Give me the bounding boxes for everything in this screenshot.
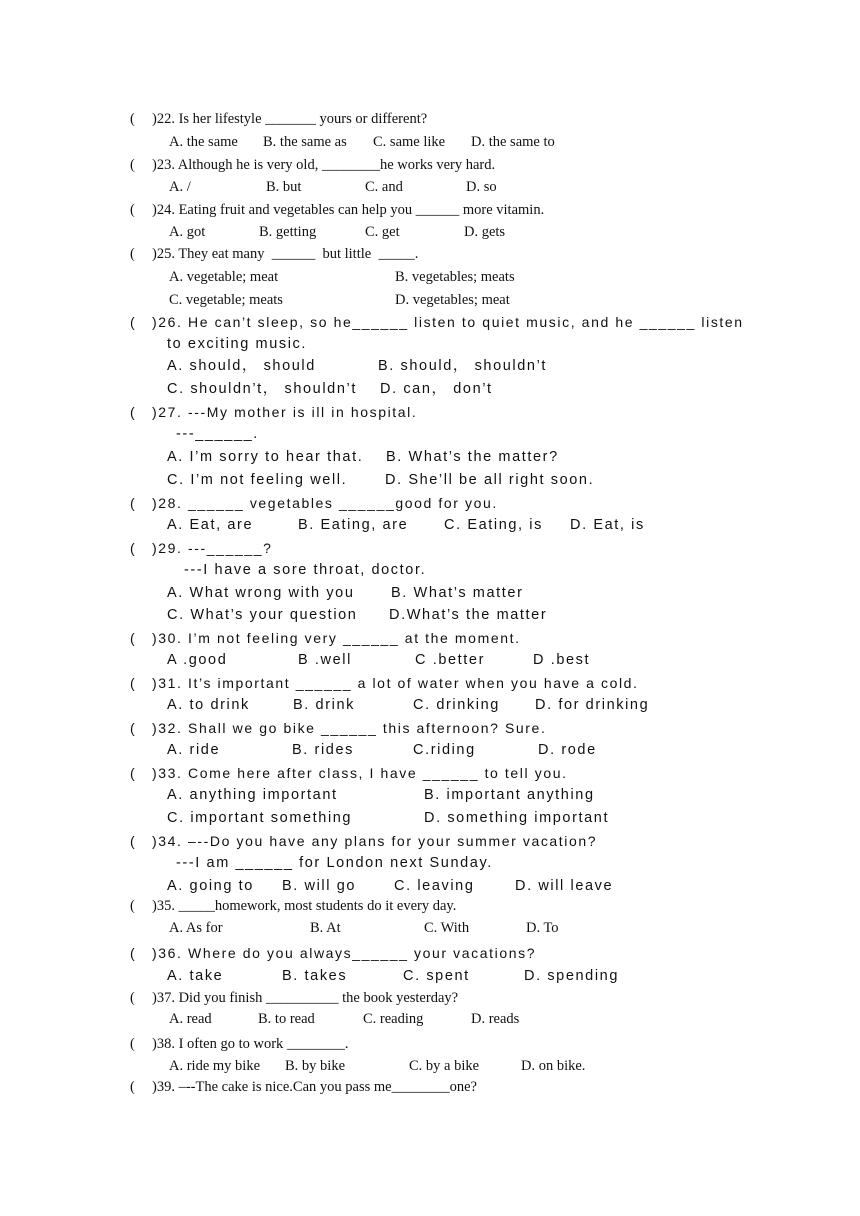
option-a: A .good bbox=[167, 652, 228, 668]
question-36: ( )36. Where do you always______ your vacations? bbox=[130, 945, 537, 961]
option-a: A. Eat, are bbox=[167, 517, 254, 533]
option-d: D. can， don’t bbox=[380, 381, 493, 397]
option-d: D. so bbox=[466, 179, 497, 195]
option-a: A. going to bbox=[167, 878, 254, 894]
question-34: ( )34. –--Do you have any plans for your summer vacation? bbox=[130, 833, 598, 849]
option-c: C. drinking bbox=[413, 697, 500, 713]
option-a: A. ride my bike bbox=[169, 1058, 261, 1074]
option-a: A. to drink bbox=[167, 697, 250, 713]
question-39: ( )39. –--The cake is nice.Can you pass me________one? bbox=[130, 1079, 477, 1095]
question-27-continued: ---______. bbox=[176, 426, 259, 442]
option-d: D. the same to bbox=[471, 134, 555, 150]
option-b: B. At bbox=[310, 920, 341, 936]
question-22: ( )22. Is her lifestyle _______ yours or different? bbox=[130, 111, 428, 127]
question-25: ( )25. They eat many ______ but little _____. bbox=[130, 246, 419, 262]
option-a: A. should， should bbox=[167, 358, 316, 374]
option-c: C. spent bbox=[403, 968, 470, 984]
option-d: D. spending bbox=[524, 968, 619, 984]
question-27: ( )27. ---My mother is ill in hospital. bbox=[130, 404, 418, 420]
question-38: ( )38. I often go to work ________. bbox=[130, 1036, 349, 1052]
option-b: B. rides bbox=[292, 742, 354, 758]
option-c: C. important something bbox=[167, 810, 353, 826]
option-b: B. getting bbox=[259, 224, 317, 240]
option-d: D. rode bbox=[538, 742, 597, 758]
option-c: C. and bbox=[365, 179, 403, 195]
option-a: A. As for bbox=[169, 920, 223, 936]
option-b: B. to read bbox=[258, 1011, 315, 1027]
option-d: D. To bbox=[526, 920, 559, 936]
question-24: ( )24. Eating fruit and vegetables can help you ______ more vitamin. bbox=[130, 202, 545, 218]
option-b: B. drink bbox=[293, 697, 355, 713]
question-26-continued: to exciting music. bbox=[167, 336, 308, 352]
option-c: C. shouldn’t， shouldn’t bbox=[167, 381, 357, 397]
question-37: ( )37. Did you finish __________ the book yesterday? bbox=[130, 990, 459, 1006]
option-c: C. What’s your question bbox=[167, 607, 358, 623]
option-b: B. should， shouldn’t bbox=[378, 358, 548, 374]
option-b: B. What’s the matter? bbox=[386, 449, 559, 465]
question-33: ( )33. Come here after class, I have ______ to tell you. bbox=[130, 765, 568, 781]
option-d: D.What’s the matter bbox=[389, 607, 548, 623]
option-a: A. take bbox=[167, 968, 224, 984]
option-b: B. vegetables; meats bbox=[395, 269, 515, 285]
option-d: D. gets bbox=[464, 224, 506, 240]
option-d: D. She’ll be all right soon. bbox=[385, 472, 595, 488]
option-c: C.riding bbox=[413, 742, 476, 758]
option-d: D. will leave bbox=[515, 878, 614, 894]
option-d: D. for drinking bbox=[535, 697, 650, 713]
question-35: ( )35. _____homework, most students do it every day. bbox=[130, 898, 457, 914]
option-c: C. same like bbox=[373, 134, 446, 150]
option-c: C. leaving bbox=[394, 878, 475, 894]
option-d: D. vegetables; meat bbox=[395, 292, 510, 308]
option-a: A. read bbox=[169, 1011, 212, 1027]
question-32: ( )32. Shall we go bike ______ this afternoon? Sure. bbox=[130, 720, 547, 736]
option-a: A. anything important bbox=[167, 787, 338, 803]
option-d: D. on bike. bbox=[521, 1058, 586, 1074]
option-c: C. by a bike bbox=[409, 1058, 480, 1074]
option-c: C. I’m not feeling well. bbox=[167, 472, 348, 488]
question-29: ( )29. ---______? bbox=[130, 540, 273, 556]
option-d: D. something important bbox=[424, 810, 610, 826]
option-d: D. Eat, is bbox=[570, 517, 645, 533]
option-a: A. I’m sorry to hear that. bbox=[167, 449, 364, 465]
option-b: B. by bike bbox=[285, 1058, 346, 1074]
option-b: B. takes bbox=[282, 968, 348, 984]
option-b: B. important anything bbox=[424, 787, 595, 803]
option-b: B .well bbox=[298, 652, 352, 668]
option-d: D. reads bbox=[471, 1011, 520, 1027]
option-c: C. reading bbox=[363, 1011, 424, 1027]
question-29-continued: ---I have a sore throat, doctor. bbox=[184, 562, 427, 578]
option-c: C. With bbox=[424, 920, 470, 936]
option-d: D .best bbox=[533, 652, 591, 668]
question-30: ( )30. I’m not feeling very ______ at the moment. bbox=[130, 630, 521, 646]
option-a: A. vegetable; meat bbox=[169, 269, 279, 285]
option-c: C. Eating, is bbox=[444, 517, 543, 533]
question-23: ( )23. Although he is very old, ________he works very hard. bbox=[130, 157, 496, 173]
option-a: A. the same bbox=[169, 134, 238, 150]
option-a: A. / bbox=[169, 179, 191, 195]
option-c: C .better bbox=[415, 652, 486, 668]
question-31: ( )31. It’s important ______ a lot of water when you have a cold. bbox=[130, 675, 639, 691]
option-c: C. vegetable; meats bbox=[169, 292, 283, 308]
question-26: ( )26. He can’t sleep, so he______ listen to quiet music, and he ______ listen bbox=[130, 314, 744, 330]
option-b: B. will go bbox=[282, 878, 357, 894]
question-28: ( )28. ______ vegetables ______good for you. bbox=[130, 495, 498, 511]
question-34-continued: ---I am ______ for London next Sunday. bbox=[176, 855, 493, 871]
option-c: C. get bbox=[365, 224, 400, 240]
option-a: A. ride bbox=[167, 742, 221, 758]
option-b: B. but bbox=[266, 179, 302, 195]
option-b: B. the same as bbox=[263, 134, 347, 150]
option-a: A. got bbox=[169, 224, 206, 240]
option-b: B. What’s matter bbox=[391, 585, 524, 601]
option-b: B. Eating, are bbox=[298, 517, 409, 533]
option-a: A. What wrong with you bbox=[167, 585, 355, 601]
